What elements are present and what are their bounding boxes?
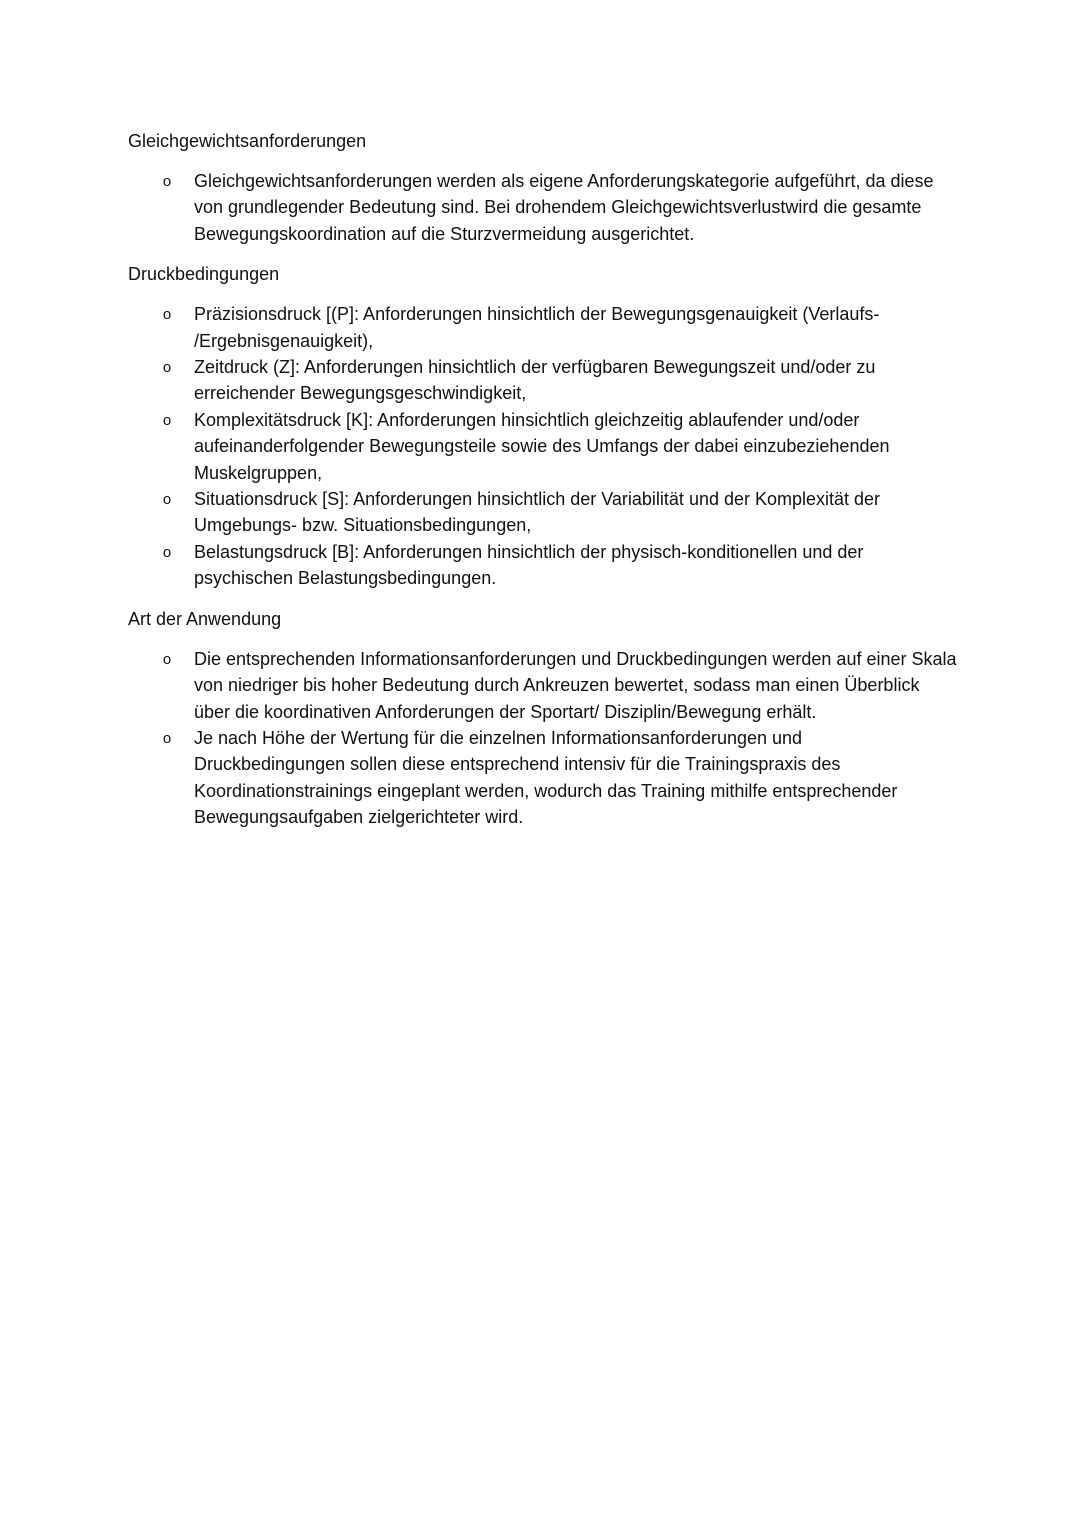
list-item-text: Zeitdruck (Z]: Anforderungen hinsichtlich der verfügbaren Bewegungszeit und/oder zu erreichender Bewegungsgeschwindigkeit,	[194, 357, 876, 404]
bullet-list	[128, 168, 958, 247]
document-content	[128, 128, 958, 845]
section-gleichgewichtsanforderungen	[128, 128, 958, 247]
circle-bullet-icon: o	[162, 411, 172, 429]
section-art-der-anwendung	[128, 606, 958, 831]
list-item-text: Gleichgewichtsanforderungen werden als eigene Anforderungskategorie aufgeführt, da diese von grundlegender Bedeutung sind. Bei drohendem Gleichgewichtsverlustwird die gesamte Bewegungskoordination auf die Sturzvermeidung ausgerichtet.	[194, 171, 934, 244]
list-item	[128, 539, 958, 592]
circle-bullet-icon: o	[162, 650, 172, 668]
circle-bullet-icon: o	[162, 543, 172, 561]
list-item-text: Präzisionsdruck [(P]: Anforderungen hinsichtlich der Bewegungsgenauigkeit (Verlaufs- /Ergebnisgenauigkeit),	[194, 304, 880, 351]
circle-bullet-icon: o	[162, 729, 172, 747]
list-item-text: Situationsdruck [S]: Anforderungen hinsichtlich der Variabilität und der Komplexität der Umgebungs- bzw. Situationsbedingungen,	[194, 489, 881, 536]
circle-bullet-icon: o	[162, 306, 172, 324]
list-item	[128, 486, 958, 539]
list-item-text: Belastungsdruck [B]: Anforderungen hinsichtlich der physisch-konditionellen und der psychischen Belastungsbedingungen.	[194, 541, 864, 589]
section-druckbedingungen	[128, 261, 958, 591]
list-item-text: Komplexitätsdruck [K]: Anforderungen hinsichtlich gleichzeitig ablaufender und/oder aufeinanderfolgender Bewegungsteile sowie des Umfangs der dabei einzubeziehenden Muskelgruppen,	[194, 409, 890, 483]
circle-bullet-icon: o	[162, 491, 172, 509]
list-item-text: Je nach Höhe der Wertung für die einzelnen Informationsanforderungen und Druckbedingungen sollen diese entsprechend intensiv für die Trainingspraxis des Koordinationstrainings eingeplant werden, wodurch das Training mithilfe entsprechender Bewegungsaufgaben zielgerichteter wird.	[194, 727, 898, 828]
section-heading: Druckbedingungen	[128, 264, 280, 285]
bullet-list	[128, 646, 958, 831]
circle-bullet-icon: o	[162, 359, 172, 377]
list-item	[128, 646, 958, 725]
list-item	[128, 354, 958, 407]
list-item	[128, 301, 958, 354]
list-item	[128, 168, 958, 247]
list-item	[128, 407, 958, 486]
list-item	[128, 725, 958, 831]
bullet-list	[128, 301, 958, 591]
section-heading: Gleichgewichtsanforderungen	[128, 131, 367, 151]
section-heading: Art der Anwendung	[128, 608, 282, 629]
list-item-text: Die entsprechenden Informationsanforderungen und Druckbedingungen werden auf einer Skala von niedriger bis hoher Bedeutung durch Ankreuzen bewertet, sodass man einen Überblick über die koordinativen Anforderungen der Sportart/ Disziplin/Bewegung erhält.	[194, 648, 957, 722]
circle-bullet-icon: o	[162, 173, 172, 190]
